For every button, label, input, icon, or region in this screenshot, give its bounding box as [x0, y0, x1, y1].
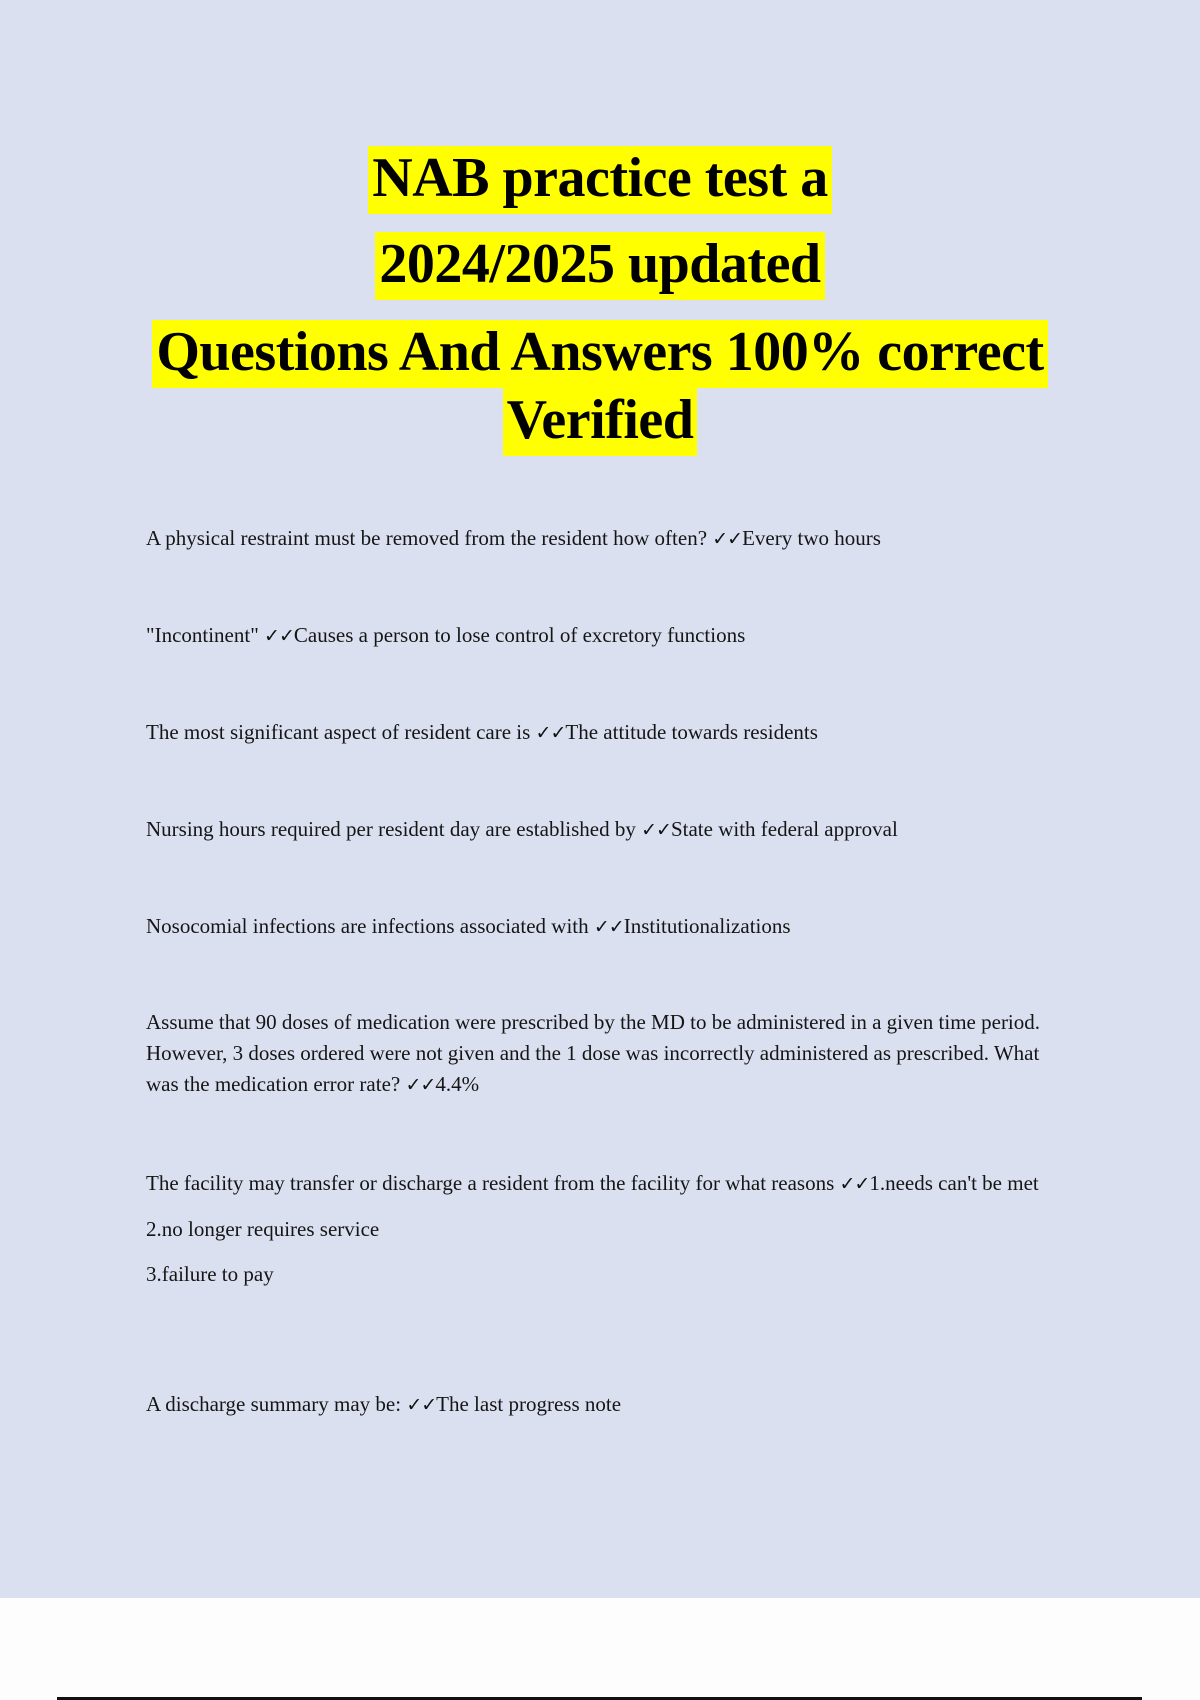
- title-line-2: [0, 232, 1200, 300]
- qa-item: [146, 813, 1066, 846]
- double-check-icon: ✓✓: [839, 1173, 870, 1195]
- answer-text: Institutionalizations: [623, 914, 791, 938]
- double-check-icon: ✓✓: [264, 625, 294, 647]
- question-text: A physical restraint must be removed from the resident how often?: [146, 526, 708, 550]
- qa-item: [146, 1388, 1066, 1421]
- question-text: Assume that 90 doses of medication were prescribed by the MD to be administered in a given time period. However, 3 doses ordered were not given and the 1 dose was incorrectly administered as prescribed. What was the medication error rate?: [146, 1010, 1041, 1096]
- answer-text: Every two hours: [742, 526, 881, 550]
- question-text: The most significant aspect of resident care is: [146, 720, 531, 744]
- double-check-icon: ✓✓: [712, 528, 743, 550]
- answer-text: Causes a person to lose control of excretory functions: [293, 623, 746, 647]
- answer-text: The last progress note: [436, 1392, 622, 1416]
- question-text: "Incontinent": [146, 623, 259, 647]
- answer-continued-line: 3.failure to pay: [146, 1262, 274, 1286]
- question-text: Nosocomial infections are infections associated with: [146, 914, 589, 938]
- qa-item: [146, 716, 1066, 749]
- double-check-icon: ✓✓: [641, 819, 671, 841]
- title-line-4: [0, 388, 1200, 456]
- title-highlight: Questions And Answers 100% correct: [152, 320, 1047, 388]
- double-check-icon: ✓✓: [405, 1074, 436, 1096]
- double-check-icon: ✓✓: [535, 722, 566, 744]
- double-check-icon: ✓✓: [593, 916, 624, 938]
- answer-text: 4.4%: [435, 1072, 480, 1096]
- question-text: Nursing hours required per resident day are established by: [146, 817, 636, 841]
- qa-item: [146, 910, 1066, 943]
- answer-text: State with federal approval: [670, 817, 898, 841]
- title-highlight: 2024/2025 updated: [375, 232, 824, 300]
- title-highlight: Verified: [503, 388, 698, 456]
- double-check-icon: ✓✓: [406, 1394, 437, 1416]
- qa-item: [146, 1168, 1066, 1290]
- title-line-1: [0, 146, 1200, 214]
- answer-continued-line: 2.no longer requires service: [146, 1217, 380, 1241]
- answer-text: 1.needs can't be met: [869, 1171, 1039, 1195]
- qa-item: [146, 619, 1066, 652]
- question-text: The facility may transfer or discharge a resident from the facility for what reasons: [146, 1171, 835, 1195]
- title-line-3: [0, 320, 1200, 388]
- title-highlight: NAB practice test a: [368, 146, 831, 214]
- answer-text: The attitude towards residents: [565, 720, 818, 744]
- qa-item: [146, 1007, 1066, 1101]
- qa-item: [146, 522, 1066, 555]
- question-text: A discharge summary may be:: [146, 1392, 402, 1416]
